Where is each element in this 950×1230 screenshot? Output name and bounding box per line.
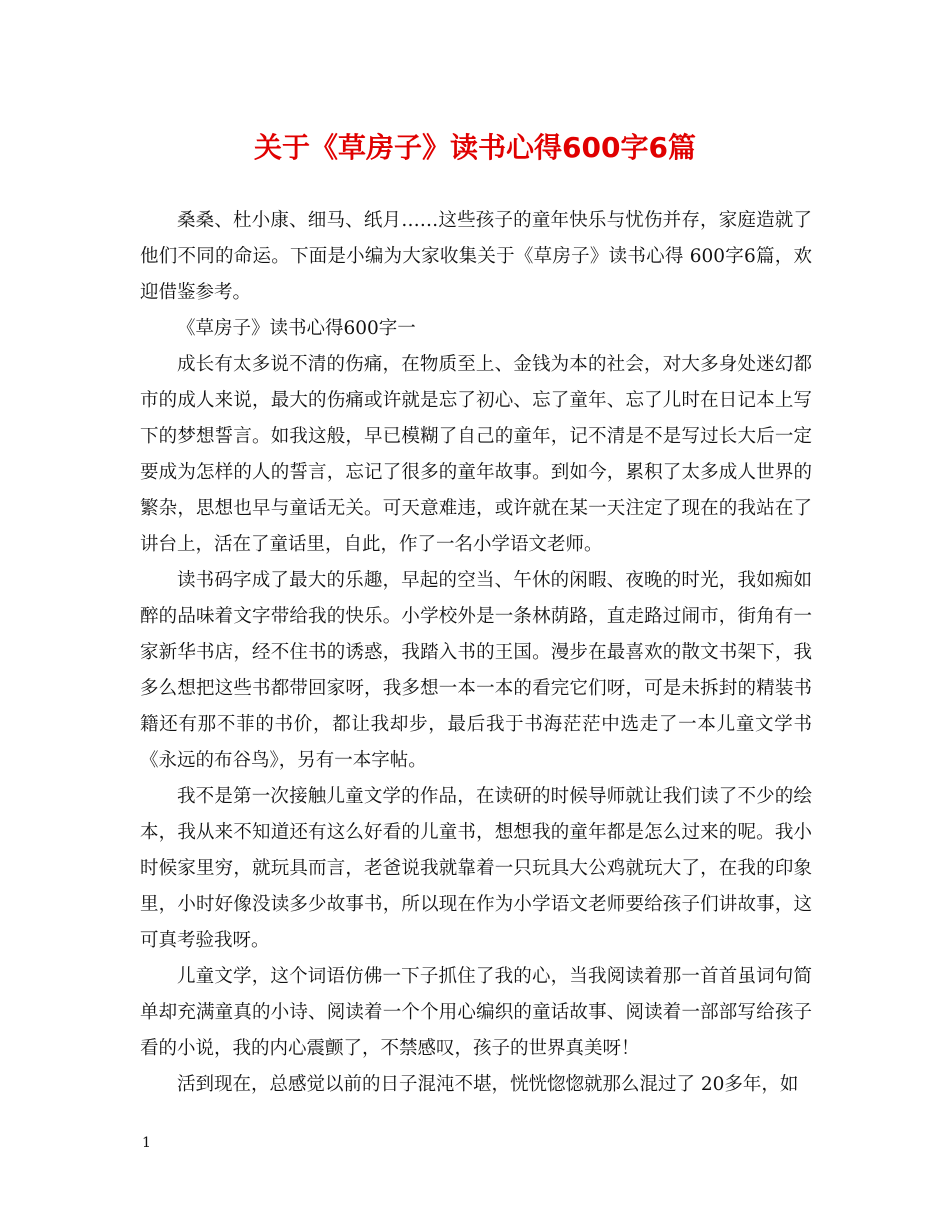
document-title: 关于《草房子》读书心得600字6篇 [254,131,696,164]
section-heading: 《草房子》读书心得600字一 [177,318,416,339]
paragraph: 活到现在，总感觉以前的日子混沌不堪，恍恍惚惚就那么混过了 20多年，如 [177,1074,799,1095]
document-body [140,203,812,1103]
paragraph: 读书码字成了最大的乐趣，早起的空当、午休的闲暇、夜晚的时光，我如痴如醉的品味着文字带给我的快乐。小学校外是一条林荫路，直走路过闹市，街角有一家新华书店，经不住书的诱惑，我踏入书的王国。漫步在最喜欢的散文书架下，我多么想把这些书都带回家呀，我多想一本一本的看完它们呀，可是未拆封的精装书籍还有那不菲的书价，都让我却步，最后我于书海茫茫中选走了一本儿童文学书《永远的布谷鸟》，另有一本字帖。 [140,570,812,771]
paragraph: 成长有太多说不清的伤痛，在物质至上、金钱为本的社会，对大多身处迷幻都市的成人来说，最大的伤痛或许就是忘了初心、忘了童年、忘了儿时在日记本上写下的梦想誓言。如我这般，早已模糊了自己的童年，记不清是不是写过长大后一定要成为怎样的人的誓言，忘记了很多的童年故事。到如今，累积了太多成人世界的繁杂，思想也早与童话无关。可天意难违，或许就在某一天注定了现在的我站在了讲台上，活在了童话里，自此，作了一名小学语文老师。 [140,354,812,555]
paragraph: 我不是第一次接触儿童文学的作品，在读研的时候导师就让我们读了不少的绘本，我从来不知道还有这么好看的儿童书，想想我的童年都是怎么过来的呢。我小时候家里穷，就玩具而言，老爸说我就靠着一只玩具大公鸡就玩大了，在我的印象里，小时好像没读多少故事书，所以现在作为小学语文老师要给孩子们讲故事，这可真考验我呀。 [140,786,812,951]
paragraph: 儿童文学，这个词语仿佛一下子抓住了我的心，当我阅读着那一首首虽词句简单却充满童真的小诗、阅读着一个个用心编织的童话故事、阅读着一部部写给孩子看的小说，我的内心震颤了，不禁感叹，孩子的世界真美呀！ [140,966,812,1059]
page-number: 1 [142,1135,151,1151]
paragraph-intro: 桑桑、杜小康、细马、纸月……这些孩子的童年快乐与忧伤并存，家庭造就了他们不同的命运。下面是小编为大家收集关于《草房子》读书心得 600字6篇，欢迎借鉴参考。 [140,210,812,303]
